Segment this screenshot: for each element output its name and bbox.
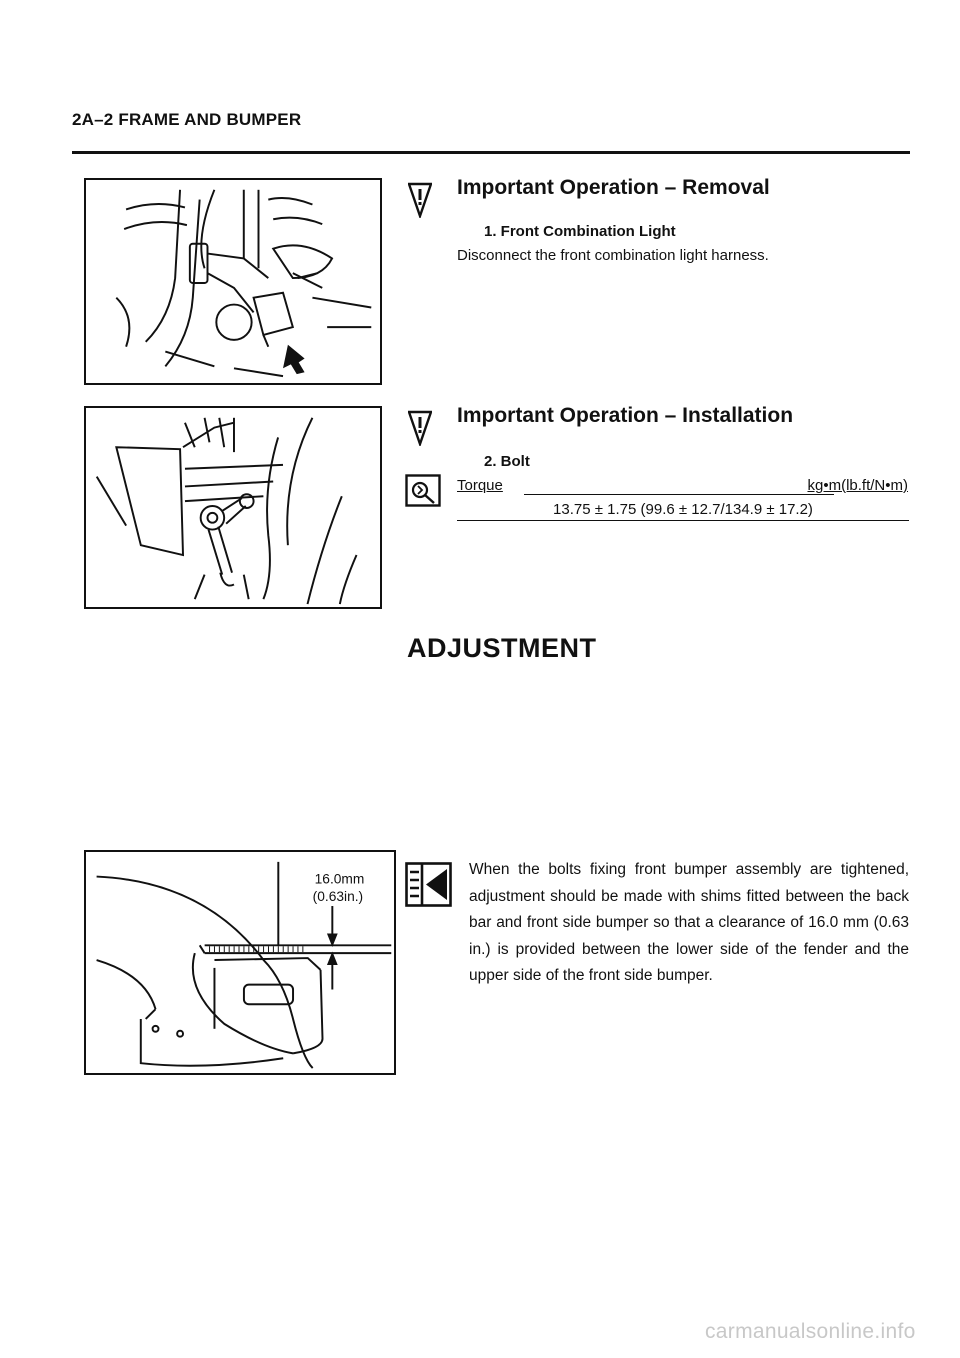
figure-bolt-torque [84, 406, 382, 609]
adjustment-paragraph: When the bolts fixing front bumper assembly are tightened, adjustment should be made with shims fitted between the back bar and front side bumper so that a clearance of 16.0 mm (0.63 in.) is provided between the lower side of the fender and the upper side of the front side bumper. [469, 861, 909, 984]
torque-unit: kg•m(lb.ft/N•m) [807, 477, 908, 494]
clearance-mm-label: 16.0mm [314, 871, 365, 887]
figure-combination-light [84, 178, 382, 385]
important-operation-icon [408, 410, 432, 446]
adjustment-icon [405, 862, 452, 907]
installation-title: Important Operation – Installation [457, 404, 794, 427]
removal-step-label: 1. Front Combination Light [484, 223, 676, 240]
removal-text: Disconnect the front combination light harness. [457, 247, 769, 264]
removal-title: Important Operation – Removal [457, 176, 770, 199]
important-operation-icon [408, 182, 432, 218]
figure-bolt-torque-drawing [86, 408, 380, 607]
figure-combination-light-drawing [86, 180, 380, 383]
installation-step-label: 2. Bolt [484, 453, 530, 470]
page-header-title: 2A–2 FRAME AND BUMPER [72, 110, 302, 129]
header-rule [72, 151, 910, 154]
figure-bumper-clearance [84, 850, 396, 1075]
clearance-in-label: (0.63in.) [312, 889, 364, 905]
torque-wrench-icon [405, 474, 441, 507]
torque-label: Torque [457, 477, 503, 494]
torque-leader-line [524, 494, 834, 495]
watermark-text: carmanualsonline.info [705, 1320, 916, 1343]
torque-table-rule [457, 520, 909, 521]
figure-bumper-clearance-drawing [86, 852, 394, 1073]
adjustment-title: ADJUSTMENT [407, 633, 597, 663]
torque-value: 13.75 ± 1.75 (99.6 ± 12.7/134.9 ± 17.2) [553, 501, 813, 518]
